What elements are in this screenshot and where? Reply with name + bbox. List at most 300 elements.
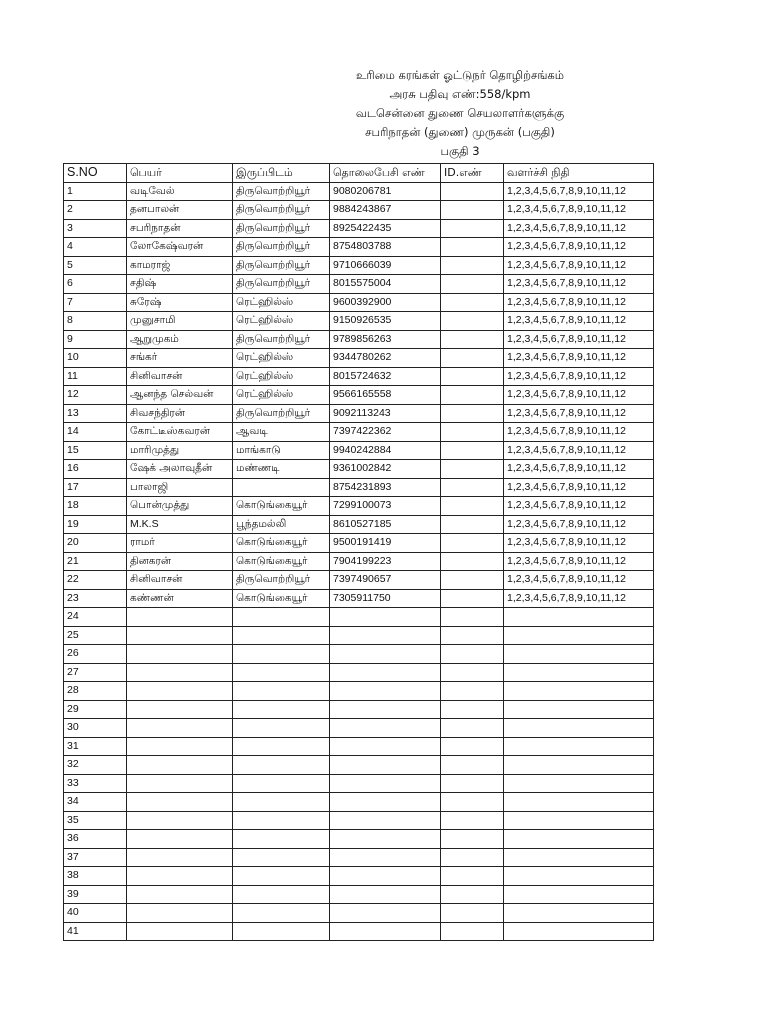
table-row [64,460,654,479]
table-row [64,608,654,627]
cell-id [441,312,504,331]
cell-phone: 8610527185 [330,515,441,534]
cell-phone: 9566165558 [330,386,441,405]
table-row [64,423,654,442]
cell-place: திருவொற்றியூர் [233,182,330,201]
cell-phone: 9361002842 [330,460,441,479]
cell-sno: 36 [64,830,127,849]
cell-phone [330,663,441,682]
cell-sno: 15 [64,441,127,460]
column-header-phone: தொலைபேசி எண் [330,164,441,183]
cell-fund [504,645,654,664]
cell-place: பூந்தமல்லி [233,515,330,534]
cell-phone [330,885,441,904]
cell-sno: 9 [64,330,127,349]
cell-phone: 8015575004 [330,275,441,294]
cell-sno: 7 [64,293,127,312]
cell-id [441,830,504,849]
cell-name [127,885,233,904]
section-label: பகுதி 3 [440,144,480,158]
cell-name: M.K.S [127,515,233,534]
cell-place [233,700,330,719]
cell-name: தினகரன் [127,552,233,571]
cell-place: மண்ணடி [233,460,330,479]
cell-place [233,848,330,867]
cell-phone [330,608,441,627]
cell-sno: 3 [64,219,127,238]
table-row [64,811,654,830]
cell-fund [504,626,654,645]
cell-name [127,700,233,719]
column-header-id: ID.எண் [441,164,504,183]
cell-name [127,774,233,793]
cell-phone: 8015724632 [330,367,441,386]
cell-sno: 6 [64,275,127,294]
table-row [64,904,654,923]
table-row [64,867,654,886]
cell-phone: 9092113243 [330,404,441,423]
cell-fund: 1,2,3,4,5,6,7,8,9,10,11,12 [504,571,654,590]
table-row [64,682,654,701]
cell-place: திருவொற்றியூர் [233,256,330,275]
cell-fund [504,608,654,627]
cell-fund: 1,2,3,4,5,6,7,8,9,10,11,12 [504,349,654,368]
cell-id [441,386,504,405]
cell-name: பொன்முத்து [127,497,233,516]
cell-place [233,774,330,793]
cell-id [441,423,504,442]
cell-place: ரெட்ஹில்ஸ் [233,386,330,405]
cell-sno: 30 [64,719,127,738]
cell-name [127,645,233,664]
cell-id [441,349,504,368]
cell-place: கொடுங்கையூர் [233,552,330,571]
cell-sno: 12 [64,386,127,405]
cell-fund: 1,2,3,4,5,6,7,8,9,10,11,12 [504,497,654,516]
cell-fund: 1,2,3,4,5,6,7,8,9,10,11,12 [504,515,654,534]
table-row [64,386,654,405]
cell-place [233,719,330,738]
cell-fund: 1,2,3,4,5,6,7,8,9,10,11,12 [504,478,654,497]
cell-phone: 9940242884 [330,441,441,460]
cell-name: சுரேஷ் [127,293,233,312]
cell-fund [504,700,654,719]
cell-phone: 8754231893 [330,478,441,497]
cell-id [441,293,504,312]
cell-place: கொடுங்கையூர் [233,534,330,553]
table-row [64,552,654,571]
cell-id [441,793,504,812]
cell-fund: 1,2,3,4,5,6,7,8,9,10,11,12 [504,552,654,571]
cell-phone: 8925422435 [330,219,441,238]
cell-name [127,867,233,886]
cell-sno: 26 [64,645,127,664]
cell-place [233,663,330,682]
cell-name [127,811,233,830]
addressee-line: வடசென்னை துணை செயலாளர்களுக்கு [355,106,565,120]
cell-place: திருவொற்றியூர் [233,275,330,294]
cell-fund: 1,2,3,4,5,6,7,8,9,10,11,12 [504,182,654,201]
cell-phone [330,756,441,775]
cell-id [441,756,504,775]
cell-place: மாங்காடு [233,441,330,460]
cell-place [233,756,330,775]
cell-id [441,663,504,682]
cell-fund [504,885,654,904]
cell-id [441,719,504,738]
cell-id [441,478,504,497]
cell-fund: 1,2,3,4,5,6,7,8,9,10,11,12 [504,386,654,405]
cell-phone [330,830,441,849]
cell-id [441,885,504,904]
cell-id [441,330,504,349]
table-header-row [64,164,654,183]
cell-sno: 22 [64,571,127,590]
cell-phone: 7299100073 [330,497,441,516]
cell-phone [330,737,441,756]
table-row [64,534,654,553]
cell-id [441,515,504,534]
cell-fund [504,682,654,701]
cell-name [127,663,233,682]
cell-sno: 38 [64,867,127,886]
cell-sno: 31 [64,737,127,756]
table-row [64,441,654,460]
table-row [64,201,654,220]
cell-sno: 33 [64,774,127,793]
cell-id [441,626,504,645]
column-header-sno: S.NO [64,164,127,183]
cell-place: திருவொற்றியூர் [233,219,330,238]
cell-sno: 19 [64,515,127,534]
cell-fund: 1,2,3,4,5,6,7,8,9,10,11,12 [504,275,654,294]
cell-name: காமராஜ் [127,256,233,275]
cell-fund: 1,2,3,4,5,6,7,8,9,10,11,12 [504,219,654,238]
table-row [64,182,654,201]
cell-id [441,238,504,257]
table-row [64,219,654,238]
cell-id [441,700,504,719]
table-row [64,830,654,849]
cell-sno: 28 [64,682,127,701]
table-row [64,238,654,257]
registration-number: அரசு பதிவு எண்:558/kpm [389,87,531,101]
cell-place: திருவொற்றியூர் [233,330,330,349]
cell-id [441,867,504,886]
cell-name: தனபாலன் [127,201,233,220]
cell-id [441,811,504,830]
cell-fund: 1,2,3,4,5,6,7,8,9,10,11,12 [504,201,654,220]
cell-id [441,904,504,923]
cell-phone [330,904,441,923]
cell-sno: 16 [64,460,127,479]
member-table [63,163,654,941]
table-row [64,256,654,275]
cell-name: பாலாஜி [127,478,233,497]
cell-place [233,867,330,886]
cell-place [233,608,330,627]
cell-id [441,774,504,793]
cell-sno: 10 [64,349,127,368]
cell-name: மாரிமுத்து [127,441,233,460]
column-header-place: இருப்பிடம் [233,164,330,183]
cell-name: சதிஷ் [127,275,233,294]
cell-id [441,275,504,294]
table-row [64,774,654,793]
table-row [64,404,654,423]
cell-id [441,182,504,201]
column-header-name: பெயர் [127,164,233,183]
cell-phone [330,700,441,719]
cell-phone [330,793,441,812]
cell-sno: 4 [64,238,127,257]
cell-phone [330,922,441,941]
table-row [64,275,654,294]
cell-fund: 1,2,3,4,5,6,7,8,9,10,11,12 [504,441,654,460]
cell-sno: 5 [64,256,127,275]
cell-phone: 7397490657 [330,571,441,590]
cell-fund [504,867,654,886]
cell-sno: 23 [64,589,127,608]
cell-fund: 1,2,3,4,5,6,7,8,9,10,11,12 [504,367,654,386]
cell-phone: 9600392900 [330,293,441,312]
cell-sno: 34 [64,793,127,812]
cell-id [441,367,504,386]
cell-id [441,737,504,756]
cell-fund: 1,2,3,4,5,6,7,8,9,10,11,12 [504,534,654,553]
cell-place: கொடுங்கையூர் [233,589,330,608]
cell-phone [330,848,441,867]
cell-phone [330,867,441,886]
column-header-fund: வளர்ச்சி நிதி [504,164,654,183]
cell-id [441,497,504,516]
cell-id [441,256,504,275]
cell-id [441,460,504,479]
cell-fund [504,811,654,830]
cell-phone [330,774,441,793]
cell-fund: 1,2,3,4,5,6,7,8,9,10,11,12 [504,460,654,479]
cell-phone [330,626,441,645]
cell-sno: 8 [64,312,127,331]
cell-name: கண்ணன் [127,589,233,608]
cell-id [441,848,504,867]
cell-sno: 29 [64,700,127,719]
cell-id [441,682,504,701]
cell-id [441,219,504,238]
cell-name: ஆறுமுகம் [127,330,233,349]
cell-phone [330,811,441,830]
cell-phone [330,719,441,738]
table-row [64,367,654,386]
cell-place [233,904,330,923]
cell-name: ராமர் [127,534,233,553]
cell-fund: 1,2,3,4,5,6,7,8,9,10,11,12 [504,293,654,312]
table-row [64,922,654,941]
cell-name [127,682,233,701]
cell-sno: 21 [64,552,127,571]
cell-id [441,441,504,460]
cell-name: கோட்டீஸ்கவரன் [127,423,233,442]
cell-sno: 27 [64,663,127,682]
table-row [64,719,654,738]
cell-fund: 1,2,3,4,5,6,7,8,9,10,11,12 [504,256,654,275]
cell-fund [504,756,654,775]
cell-name [127,848,233,867]
cell-phone [330,645,441,664]
table-row [64,589,654,608]
officers-line: சபரிநாதன் (துணை) முருகன் (பகுதி) [365,125,555,139]
cell-place [233,885,330,904]
cell-name [127,626,233,645]
cell-place: ரெட்ஹில்ஸ் [233,349,330,368]
cell-place: கொடுங்கையூர் [233,497,330,516]
cell-name [127,904,233,923]
cell-name: சினிவாசன் [127,367,233,386]
cell-phone [330,682,441,701]
cell-name [127,608,233,627]
cell-fund: 1,2,3,4,5,6,7,8,9,10,11,12 [504,404,654,423]
cell-place [233,811,330,830]
table-row [64,756,654,775]
cell-place [233,922,330,941]
cell-sno: 20 [64,534,127,553]
table-row [64,700,654,719]
cell-name: ஷேக் அலாவுதீன் [127,460,233,479]
cell-fund [504,848,654,867]
cell-place: ஆவடி [233,423,330,442]
cell-fund: 1,2,3,4,5,6,7,8,9,10,11,12 [504,423,654,442]
cell-place: ரெட்ஹில்ஸ் [233,367,330,386]
cell-fund [504,774,654,793]
cell-fund: 1,2,3,4,5,6,7,8,9,10,11,12 [504,238,654,257]
cell-place [233,737,330,756]
cell-sno: 11 [64,367,127,386]
table-row [64,478,654,497]
cell-sno: 37 [64,848,127,867]
cell-id [441,608,504,627]
table-row [64,312,654,331]
cell-phone: 9344780262 [330,349,441,368]
cell-fund: 1,2,3,4,5,6,7,8,9,10,11,12 [504,589,654,608]
cell-place: திருவொற்றியூர் [233,404,330,423]
cell-phone: 9789856263 [330,330,441,349]
table-row [64,497,654,516]
cell-name: வடிவேல் [127,182,233,201]
cell-phone: 8754803788 [330,238,441,257]
cell-place: திருவொற்றியூர் [233,571,330,590]
cell-id [441,589,504,608]
cell-sno: 39 [64,885,127,904]
cell-name: சிவசந்திரன் [127,404,233,423]
table-row [64,330,654,349]
cell-name [127,922,233,941]
cell-id [441,922,504,941]
cell-place [233,793,330,812]
cell-fund [504,904,654,923]
cell-fund [504,793,654,812]
cell-sno: 1 [64,182,127,201]
cell-phone: 9500191419 [330,534,441,553]
cell-place: ரெட்ஹில்ஸ் [233,312,330,331]
cell-fund [504,719,654,738]
cell-place: ரெட்ஹில்ஸ் [233,293,330,312]
table-row [64,293,654,312]
cell-name [127,793,233,812]
cell-place: திருவொற்றியூர் [233,238,330,257]
table-row [64,737,654,756]
cell-id [441,645,504,664]
table-row [64,645,654,664]
cell-sno: 17 [64,478,127,497]
cell-phone: 9710666039 [330,256,441,275]
cell-name [127,830,233,849]
cell-id [441,534,504,553]
table-row [64,571,654,590]
cell-id [441,201,504,220]
cell-fund: 1,2,3,4,5,6,7,8,9,10,11,12 [504,330,654,349]
cell-place [233,478,330,497]
table-row [64,663,654,682]
cell-phone: 7904199223 [330,552,441,571]
cell-place [233,645,330,664]
cell-phone: 9150926535 [330,312,441,331]
cell-sno: 32 [64,756,127,775]
table-row [64,515,654,534]
cell-phone: 7305911750 [330,589,441,608]
table-row [64,349,654,368]
cell-name [127,719,233,738]
document-header [200,66,720,161]
cell-sno: 25 [64,626,127,645]
cell-place: திருவொற்றியூர் [233,201,330,220]
cell-sno: 35 [64,811,127,830]
cell-fund [504,663,654,682]
cell-name: சினிவாசன் [127,571,233,590]
cell-phone: 7397422362 [330,423,441,442]
cell-name: ஆனந்த செல்வன் [127,386,233,405]
cell-sno: 40 [64,904,127,923]
cell-phone: 9080206781 [330,182,441,201]
cell-name: லோகேஷ்வரன் [127,238,233,257]
table-body [64,182,654,941]
table-row [64,626,654,645]
table-row [64,885,654,904]
cell-place [233,626,330,645]
cell-id [441,404,504,423]
union-name: உரிமை கரங்கள் ஓட்டுநர் தொழிற்சங்கம் [355,68,565,82]
table-row [64,793,654,812]
cell-place [233,830,330,849]
cell-sno: 24 [64,608,127,627]
cell-fund: 1,2,3,4,5,6,7,8,9,10,11,12 [504,312,654,331]
cell-fund [504,830,654,849]
cell-id [441,571,504,590]
cell-fund [504,737,654,756]
cell-sno: 41 [64,922,127,941]
cell-name [127,756,233,775]
table-row [64,848,654,867]
cell-id [441,552,504,571]
cell-name: முனுசாமி [127,312,233,331]
cell-sno: 2 [64,201,127,220]
cell-sno: 13 [64,404,127,423]
cell-name [127,737,233,756]
cell-place [233,682,330,701]
cell-sno: 18 [64,497,127,516]
cell-name: சபரிநாதன் [127,219,233,238]
cell-sno: 14 [64,423,127,442]
cell-fund [504,922,654,941]
